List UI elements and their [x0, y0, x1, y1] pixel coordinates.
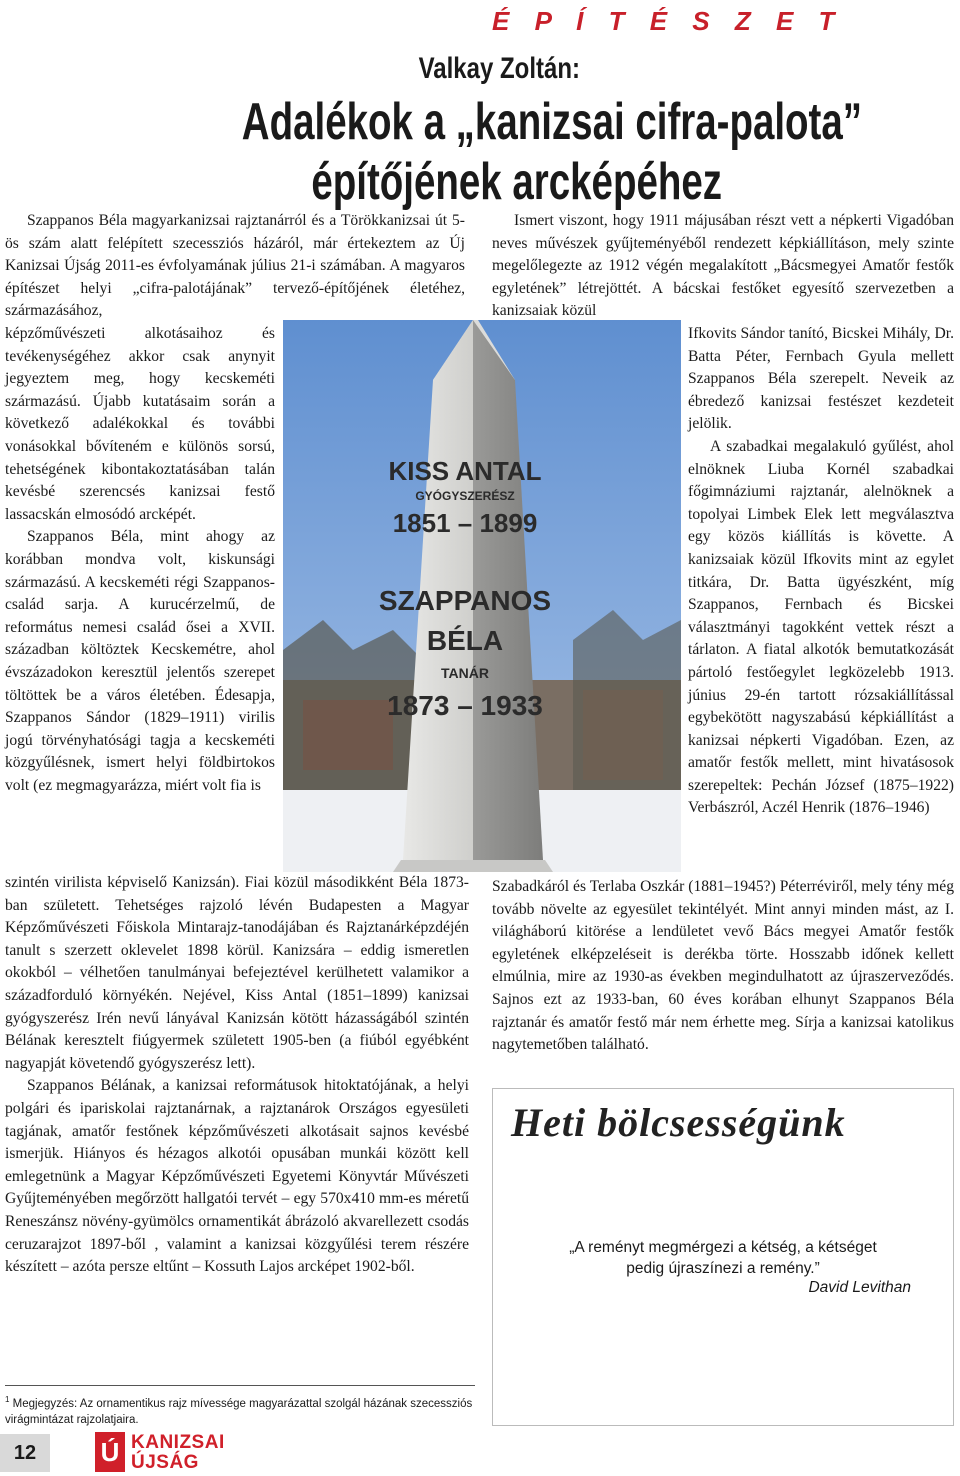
right-column-bottom: [492, 876, 954, 1057]
section-label: É P Í T É S Z E T: [492, 6, 844, 36]
kanizsai-ujsag-logo: [95, 1432, 265, 1474]
page-number: 12: [0, 1434, 50, 1472]
inscription-line: KISS ANTAL: [388, 456, 542, 486]
inscription-line: 1851 – 1899: [392, 508, 538, 538]
gravestone-image: [283, 320, 681, 872]
logo-line1: KANIZSAI: [131, 1432, 225, 1453]
logo-letter: Ú: [95, 1432, 125, 1472]
wisdom-author: David Levithan: [808, 1279, 911, 1296]
weekly-wisdom-box: [492, 1088, 954, 1426]
paragraph: Szappanos Béla, mint ahogy az korábban mondva volt, kiskunsági származású. A kecskeméti régi Szappanos-család sarja. A kurucérzelmű, de református nemesi család ősei a XVII. században költöztek Kecskemétre, ahol évszázadokon keresztül jelentős szerepet töltöttek be a város életében. Édesapja, Szappanos Sándor (1829–1911) virilis jogú törvényhatósági tagja a kecskeméti közgyűlésnek, ismert helyi földbirtokos volt (ez megmagyarázza, miért volt fia is: [5, 528, 275, 794]
gravestone-photo: [283, 320, 681, 872]
paragraph: Ismert viszont, hogy 1911 májusában részt vett a népkerti Vigadóban neves művészek gyűjteményéből rendezett képkiállításon, mely szinte megelőlegezte az 1912 végén megalakított „Bácsmegyei Amatőr festők egyletének” létrejöttét. A bácskai festőket egyesítő szervezetben a kanizsaiak közül: [492, 212, 954, 320]
article-title-line2: építőjének arcképéhez: [311, 153, 722, 211]
footnote: [5, 1385, 475, 1428]
article-author: Valkay Zoltán:: [418, 52, 580, 85]
paragraph: Ifkovits Sándor tanító, Bicskei Mihály, Dr. Batta Péter, Fernbach Gyula mellett Szappanos Béla szerepelt. Neveik az ébredező kanizsai festészet kezdeteit jelölik.: [688, 325, 954, 433]
paragraph: Szabadkáról és Terlaba Oszkár (1881–1945?) Péterréviről, mely tény még tovább növelte az egyesület tekintélyét. Mint annyi minden mást, az I. világháború kitörése a lendületet vevő Bács megyei Amatőr festők egyletének elképzeléseit is derékba törte. Hosszabb időnek kellett elmúlnia, mire az 1930-as években megindulhatott az újraszerveződés. Sajnos ezt az 1933-ban, 60 éves korában elhunyt Szappanos Béla rajztanár és amatőr festő már nem érhette meg. Sírja a kanizsai katolikus nagytemetőben található.: [492, 878, 954, 1054]
left-column-narrow: [5, 323, 275, 797]
footnote-text: Megjegyzés: Az ornamentikus rajz mívessége magyarázattal szolgál házának szecessziós virágmintázat rajzolatjaira.: [5, 1397, 473, 1426]
inscription-line: SZAPPANOS: [378, 585, 552, 616]
right-column-narrow: [688, 323, 954, 820]
right-column-intro: [492, 210, 954, 323]
wisdom-quote-line: pedig újraszínezi a remény.”: [626, 1260, 820, 1277]
inscription-line: BÉLA: [426, 625, 504, 656]
paragraph: Szappanos Béla magyarkanizsai rajztanárról és a Törökkanizsai út 5-ös szám alatt felépített szecessziós házáról, már értekeztem az Új Kanizsai Újság 2011-es évfolyamának július 21-i számában. A magyaros építészet helyi „cifra-palotájának” tervező-építőjének életéhez, származásához,: [5, 212, 465, 320]
wisdom-quote: [533, 1237, 913, 1279]
left-column-bottom: [5, 872, 469, 1279]
inscription-line: 1873 – 1933: [387, 690, 543, 721]
paragraph: Szappanos Bélának, a kanizsai reformátusok hitoktatójának, a helyi polgári és ipariskolai rajztanárnak, a rajztanárok Országos egyesületi tagjának, amatőr festőnek képzőművészeti alkotásait sajnos kevésbé ismerjük. Hiányos és hézagos alkotói opusában munkái között kell emlegetnünk a Magyar Képzőművészeti Egyetemi Könyvtár Művészeti Gyűjteményében megőrzött hallgatói tervét – egy 570x410 mm-es méretű Reneszánsz növény-gyümölcs ornamentikát ábrázoló akvarellezett csodás ceruzarajzot 1897-ből , valamint a kanizsai közgyűlési terem részére készített – azóta persze eltűnt – Kossuth Lajos arcképet 1902-ből.: [5, 1077, 469, 1276]
paragraph: A szabadkai megalakuló gyűlést, ahol elnöknek Liuba Kornél szabadkai főgimnáziumi rajztanár, alelnöknek a topolyai Limbek Elek lett megválasztva egy közös kiállítás is követte. A kanizsaiak közül Ifkovits mint az egylet titkára, Dr. Batta ügyészként, míg Szappanos, Fernbach és Bicskei választmányi tagokként vettek részt a tárlaton. A fiatal alkotók bemutatkozását pártoló festőegylet legközelebb 1913. június 29-én tartott rózsakiállítással egybekötött nagyszabású képkiállítást a kanizsai népkerti Vigadóban. Ezen, az amatőr festők mellett, mint hivatásosok szerepeltek: Pechán József (1875–1922) Verbászról, Aczél Henrik (1876–1946): [688, 437, 954, 817]
left-column-intro: [5, 210, 465, 323]
article-title-line1: Adalékok a „kanizsai cifra-palota”: [241, 93, 863, 151]
paragraph: szintén virilista képviselő Kanizsán). Fiai közül másodikként Béla 1873-ban született. Tehetséges rajzoló lévén Budapesten a Magyar Képzőművészeti Főiskola Mintarajz-tanodájában és Rajztanárképzdéjén tanult s szerzett oklevelet 1898 körül. Kanizsára – eddig ismeretlen okokból – vélhetően tanulmányai befejeztével kerülhetett valamikor a századforduló környékén. Nejével, Kiss Antal (1851–1899) kanizsai gyógyszerész Irén nevű lányával Kanizsán kötött házasságából szintén Bélának keresztelt fiúgyermek született 1905-ben (a fiúból egyébként nagyapját követendő gyógyszerész lett).: [5, 874, 469, 1072]
wisdom-quote-line: „A reményt megmérgezi a kétség, a kétséget: [569, 1239, 877, 1256]
inscription-line: TANÁR: [441, 665, 489, 681]
logo-line2: ÚJSÁG: [131, 1452, 199, 1473]
footnote-mark: 1: [5, 1395, 10, 1404]
paragraph: képzőművészeti alkotásaihoz és tevékenységéhez akkor csak anynyit jegyeztem meg, hogy kecskeméti származású. Újabb kutatásaim során a következő adalékokkal és további vonásokkal bővíteném e különös sorsú, tehetségének kibontakoztatásában talán kevésbé szerencsés kanizsai festő lassacskán elmosódó arcképét.: [5, 325, 275, 523]
wisdom-title: Heti bölcsességünk: [511, 1100, 846, 1145]
inscription-line: GYÓGYSZERÉSZ: [415, 489, 515, 503]
